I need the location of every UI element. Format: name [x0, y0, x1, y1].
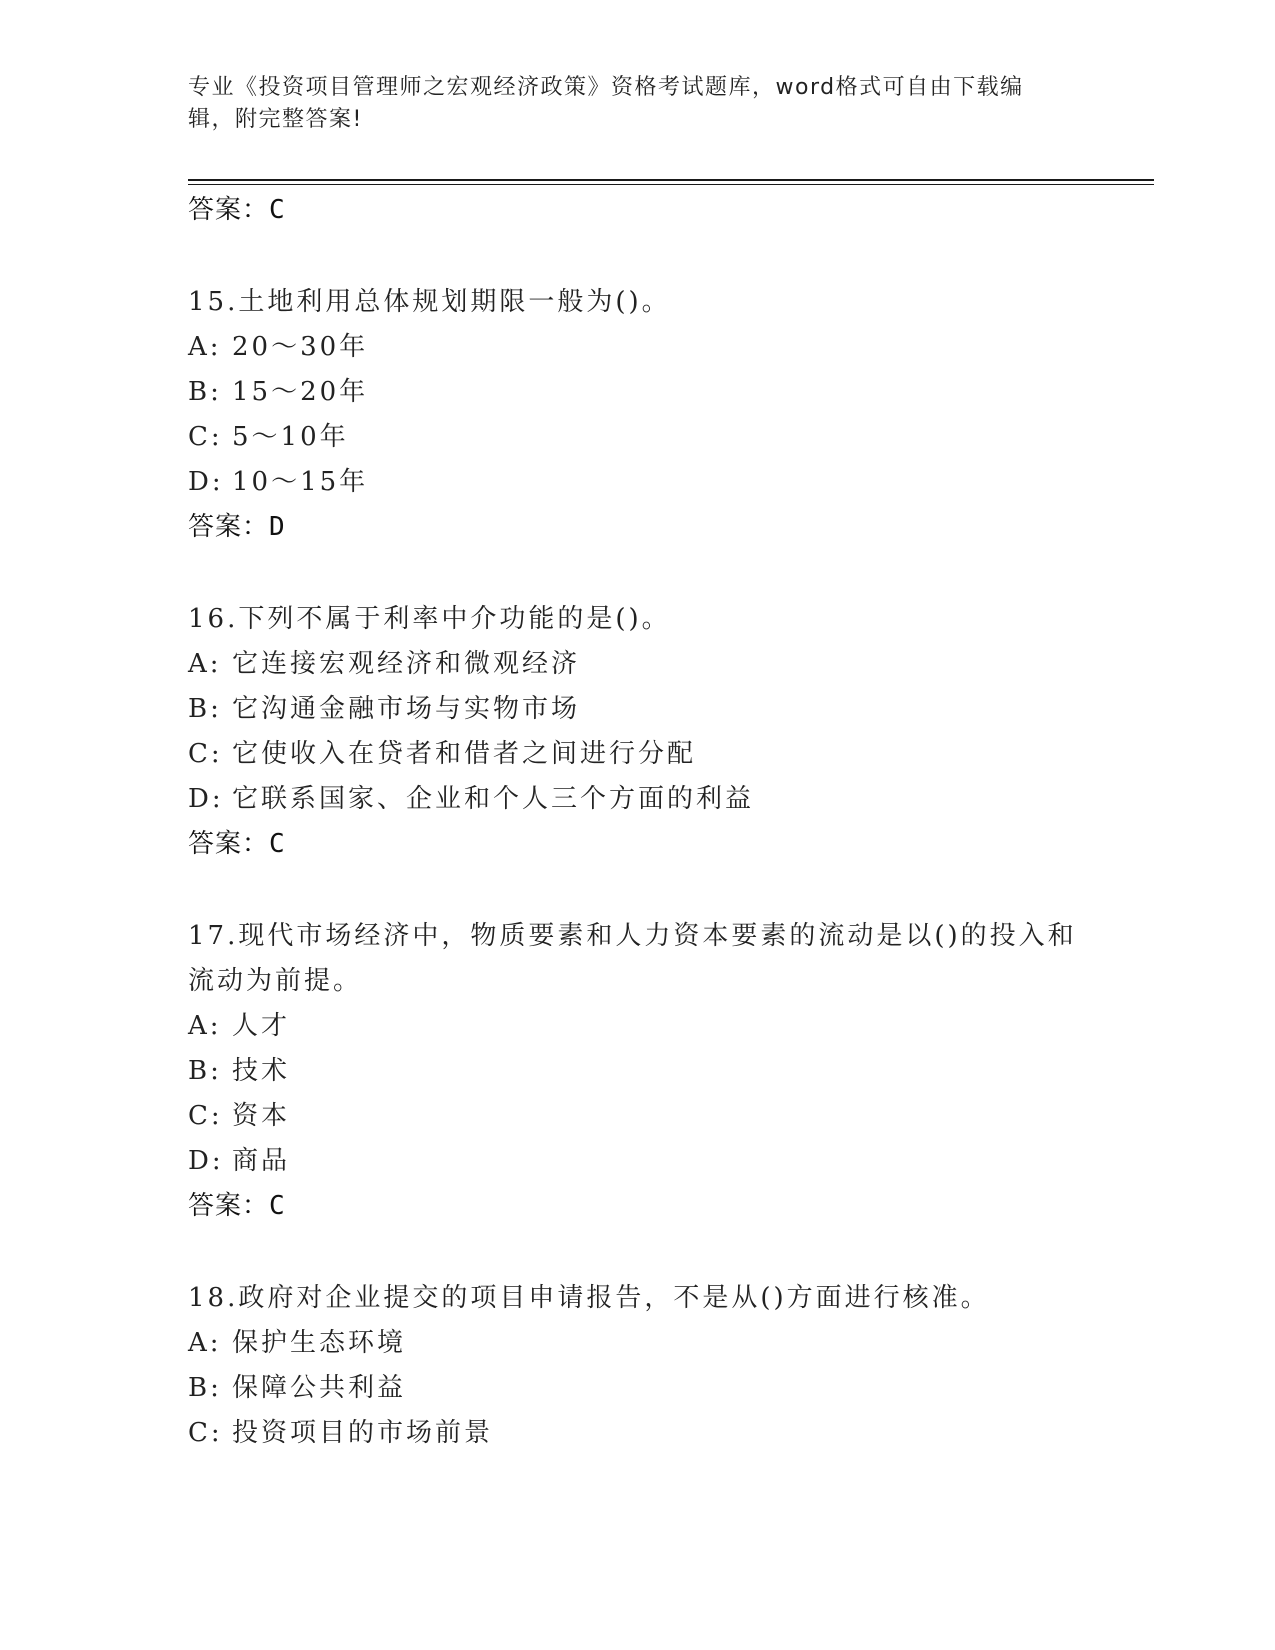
option-c — [188, 415, 1118, 460]
answer-line — [188, 188, 1118, 232]
answer-letter: C — [269, 195, 286, 225]
option-label: C: — [188, 1101, 223, 1131]
option-text: 保障公共利益 — [232, 1373, 407, 1403]
option-b — [188, 1049, 1118, 1094]
answer-label: 答案： — [188, 1191, 270, 1221]
option-label: C: — [188, 1418, 223, 1448]
option-d — [188, 1139, 1118, 1184]
answer-letter: C — [269, 829, 286, 859]
option-a — [188, 1321, 1118, 1366]
option-b — [188, 370, 1118, 415]
option-text: 人才 — [232, 1011, 291, 1041]
answer-letter: D — [269, 512, 286, 542]
option-text: 保护生态环境 — [232, 1328, 407, 1358]
option-label: A: — [188, 649, 222, 679]
option-c — [188, 732, 1118, 777]
answer-line — [188, 822, 1118, 866]
option-a — [188, 1004, 1118, 1049]
option-text: 它联系国家、企业和个人三个方面的利益 — [232, 784, 755, 814]
option-d — [188, 777, 1118, 822]
option-label: B: — [188, 1056, 222, 1086]
option-text: 资本 — [232, 1101, 291, 1131]
answer-label: 答案： — [188, 512, 270, 542]
option-a — [188, 642, 1118, 687]
question-stem: 15.土地利用总体规划期限一般为()。 — [188, 287, 671, 317]
header-line-2: 辑，附完整答案! — [188, 107, 363, 132]
question-16 — [188, 597, 1118, 866]
question-list — [188, 188, 1118, 1456]
option-label: D: — [188, 467, 224, 497]
option-text: 20～30年 — [232, 332, 369, 362]
option-text: 投资项目的市场前景 — [232, 1418, 494, 1448]
option-c — [188, 1094, 1118, 1139]
option-label: B: — [188, 1373, 222, 1403]
answer-line — [188, 505, 1118, 549]
header-rule-thin — [188, 184, 1154, 185]
option-label: A: — [188, 1011, 222, 1041]
question-15 — [188, 280, 1118, 549]
answer-letter: C — [269, 1191, 286, 1221]
answer-label: 答案： — [188, 195, 270, 225]
option-c — [188, 1411, 1118, 1456]
option-label: C: — [188, 422, 223, 452]
question-17 — [188, 914, 1118, 1228]
option-label: C: — [188, 739, 223, 769]
option-b — [188, 1366, 1118, 1411]
option-label: A: — [188, 332, 222, 362]
option-text: 商品 — [232, 1146, 291, 1176]
header-rule-thick — [188, 179, 1154, 181]
question-stem: 18.政府对企业提交的项目申请报告，不是从()方面进行核准。 — [188, 1283, 990, 1313]
option-label: B: — [188, 377, 222, 407]
option-text: 5～10年 — [232, 422, 349, 452]
option-label: D: — [188, 784, 224, 814]
option-label: B: — [188, 694, 222, 724]
document-header — [188, 72, 1088, 136]
option-label: A: — [188, 1328, 222, 1358]
header-line-1: 专业《投资项目管理师之宏观经济政策》资格考试题库，word格式可自由下载编 — [188, 75, 1024, 100]
option-text: 它使收入在贷者和借者之间进行分配 — [232, 739, 697, 769]
question-stem: 16.下列不属于利率中介功能的是()。 — [188, 604, 671, 634]
option-text: 它连接宏观经济和微观经济 — [232, 649, 581, 679]
option-text: 它沟通金融市场与实物市场 — [232, 694, 581, 724]
option-b — [188, 687, 1118, 732]
option-text: 10～15年 — [232, 467, 369, 497]
question-stem: 17.现代市场经济中，物质要素和人力资本要素的流动是以()的投入和流动为前提。 — [188, 921, 1077, 996]
answer-label: 答案： — [188, 829, 270, 859]
option-d — [188, 460, 1118, 505]
option-a — [188, 325, 1118, 370]
option-text: 技术 — [232, 1056, 291, 1086]
option-label: D: — [188, 1146, 224, 1176]
question-18 — [188, 1276, 1118, 1456]
answer-line — [188, 1184, 1118, 1228]
option-text: 15～20年 — [232, 377, 369, 407]
